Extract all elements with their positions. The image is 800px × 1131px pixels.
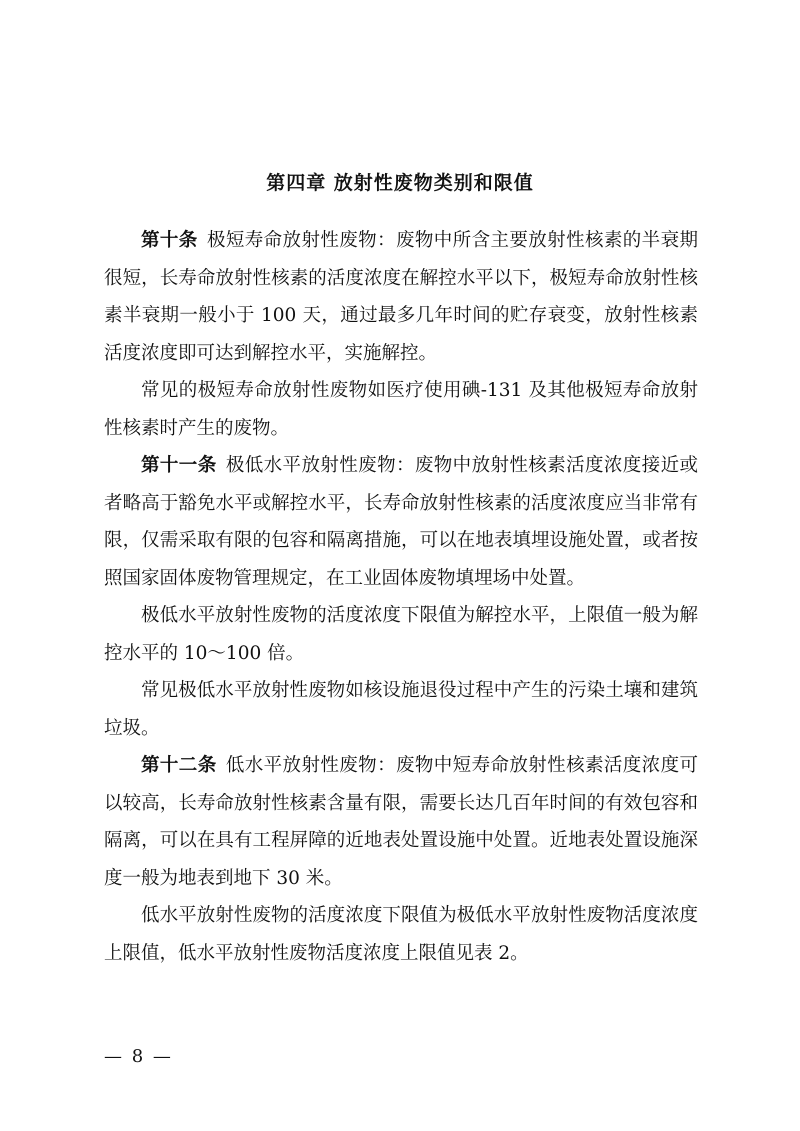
body-text	[104, 222, 698, 972]
paragraph	[104, 597, 698, 672]
article-number: 第十一条	[141, 455, 217, 476]
paragraph-text: 极低水平放射性废物的活度浓度下限值为解控水平，上限值一般为解控水平的 10～100 倍。	[104, 605, 698, 664]
paragraph-text: 极低水平放射性废物：废物中放射性核素活度浓度接近或者略高于豁免水平或解控水平，长寿命放射性核素的活度浓度应当非常有限，仅需采取有限的包容和隔离措施，可以在地表填埋设施处置，或者按照国家固体废物管理规定，在工业固体废物填埋场中处置。	[104, 455, 698, 589]
article-number: 第十条	[141, 230, 198, 251]
paragraph-article-10	[104, 222, 698, 372]
paragraph-text: 极短寿命放射性废物：废物中所含主要放射性核素的半衰期很短，长寿命放射性核素的活度浓度在解控水平以下，极短寿命放射性核素半衰期一般小于 100 天，通过最多几年时间的贮存衰变，放射性核素活度浓度即可达到解控水平，实施解控。	[104, 230, 698, 364]
paragraph	[104, 372, 698, 447]
paragraph	[104, 672, 698, 747]
paragraph-text: 低水平放射性废物：废物中短寿命放射性核素活度浓度可以较高，长寿命放射性核素含量有限，需要长达几百年时间的有效包容和隔离，可以在具有工程屏障的近地表处置设施中处置。近地表处置设施深度一般为地表到地下 30 米。	[104, 755, 698, 889]
paragraph-article-12	[104, 747, 698, 897]
chapter-title: 第四章 放射性废物类别和限值	[266, 172, 534, 194]
paragraph-text: 低水平放射性废物的活度浓度下限值为极低水平放射性废物活度浓度上限值，低水平放射性废物活度浓度上限值见表 2。	[104, 905, 698, 964]
paragraph-article-11	[104, 447, 698, 597]
article-number: 第十二条	[141, 755, 217, 776]
paragraph-text: 常见的极短寿命放射性废物如医疗使用碘-131 及其他极短寿命放射性核素时产生的废物。	[104, 380, 698, 439]
paragraph	[104, 897, 698, 972]
page-number: — 8 —	[104, 1046, 173, 1067]
paragraph-text: 常见极低水平放射性废物如核设施退役过程中产生的污染土壤和建筑垃圾。	[104, 680, 698, 739]
